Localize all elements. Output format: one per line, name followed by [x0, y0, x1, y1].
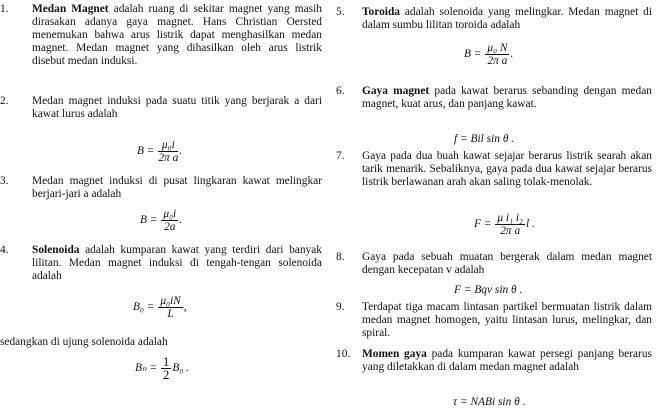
- formula-tail: .: [179, 214, 183, 227]
- solenoid-end-text: sedangkan di ujung solenoida adalah: [0, 336, 168, 348]
- item-text: Gaya pada dua buah kawat sejajar berarus listrik searah akan tarik menarik. Sebaliknya, gaya pada dua kawat sejajar berarus listrik berlawanan arah akan saling tolak-menolak.: [362, 150, 652, 188]
- item-number: 2.: [0, 95, 9, 107]
- term-medan-magnet: Medan Magnet: [32, 3, 109, 15]
- formula-lhs: B =: [140, 214, 158, 227]
- item-number: 9.: [336, 301, 345, 313]
- fraction: [161, 208, 178, 233]
- item-text: [362, 348, 652, 374]
- term-momen-gaya: Momen gaya: [362, 348, 427, 360]
- item-body: pada kumparan kawat persegi panjang berarus yang diletakkan di dalam medan magnet adalah: [362, 348, 652, 373]
- denominator: 2a: [164, 221, 176, 233]
- item-text: Medan magnet induksi di pusat lingkaran kawat melingkar berjari-jari a adalah: [32, 175, 322, 200]
- item-number: 3.: [0, 175, 9, 187]
- item-number: 8.: [336, 251, 345, 263]
- term-gaya-magnet: Gaya magnet: [362, 85, 430, 97]
- term-solenoida: Solenoida: [32, 244, 80, 256]
- item-text: Gaya pada sebuah muatan bergerak dalam medan magnet dengan kecepatan v adalah: [362, 251, 652, 276]
- formula-moving-charge: F = Bqv sin θ .: [454, 284, 523, 296]
- item-body: adalah ruang di sekitar magnet yang masih dirasakan adanya gaya magnet. Hans Christian Oersted menemukan bahwa arus listrik dapat menghasilkan medan magnet. Medan magnet yang dihasilkan oleh arus listrik disebut medan induksi.: [32, 3, 322, 67]
- numerator: μ i₁ i₂: [497, 212, 524, 224]
- item-body: adalah solenoida yang melingkar. Medan magnet di dalam sumbu lilitan toroida adalah: [362, 6, 652, 31]
- item-text: Medan magnet induksi pada suatu titik yang berjarak a dari kawat lurus adalah: [32, 95, 322, 120]
- item-body: pada kawat berarus sebanding dengan medan magnet, kuat arus, dan panjang kawat.: [362, 85, 652, 110]
- denominator: L: [167, 308, 174, 320]
- numerator: μ₀ N: [487, 42, 508, 54]
- formula-tail: .: [510, 48, 514, 61]
- item-body: adalah kumparan kawat yang terdiri dari banyak lilitan. Medan magnet induksi di tengah-tengan solenoida adalah: [32, 244, 322, 282]
- formula-toroid: [464, 42, 513, 67]
- item-number: 7.: [336, 150, 345, 162]
- formula-solenoid-end: [135, 356, 189, 381]
- item-text: Terdapat tiga macam lintasan partikel bermuatan listrik dalam medan magnet homogen, yaitu lintasan lurus, melingkar, dan spiral.: [362, 301, 652, 339]
- formula-tail: l .: [526, 218, 535, 231]
- numerator: μ₀i: [163, 208, 177, 220]
- denominator: 2π a: [500, 225, 521, 237]
- formula-tail: B₀ .: [172, 362, 190, 375]
- formula-tail: .: [179, 145, 183, 158]
- item-number: 10.: [336, 348, 351, 360]
- fraction: [495, 212, 525, 237]
- formula-solenoid-center: [133, 295, 187, 320]
- fraction: [485, 42, 509, 67]
- formula-torque: τ = NABi sin θ .: [453, 396, 526, 408]
- item-text: [32, 244, 322, 283]
- item-number: 5.: [336, 6, 345, 18]
- formula-ring: [140, 208, 182, 233]
- item-number: 6.: [336, 85, 345, 97]
- formula-parallel-wires: [474, 212, 535, 237]
- fraction: [161, 356, 172, 381]
- numerator: μ₀iN: [160, 295, 181, 307]
- formula-lhs: B =: [137, 145, 155, 158]
- item-text: [32, 3, 322, 68]
- formula-lhs: B₀ =: [133, 301, 155, 314]
- numerator: 1: [162, 354, 170, 369]
- formula-lhs: B =: [464, 48, 482, 61]
- fraction: [158, 139, 178, 164]
- formula-straight-wire: [137, 139, 182, 164]
- item-number: 1.: [0, 3, 9, 15]
- numerator: μ₀i: [158, 139, 178, 152]
- term-toroida: Toroida: [362, 6, 400, 18]
- formula-lhs: F =: [474, 218, 492, 231]
- formula-force-wire: f = Bil sin θ .: [454, 133, 515, 145]
- item-text: [362, 85, 652, 111]
- item-number: 4.: [0, 244, 9, 256]
- denominator: 2: [162, 367, 170, 382]
- denominator: 2π a: [487, 55, 508, 67]
- denominator: 2π a: [158, 152, 179, 164]
- fraction: [158, 295, 182, 320]
- formula-tail: ,: [183, 301, 187, 314]
- formula-lhs: Bₙ =: [135, 362, 158, 375]
- item-text: [362, 6, 652, 32]
